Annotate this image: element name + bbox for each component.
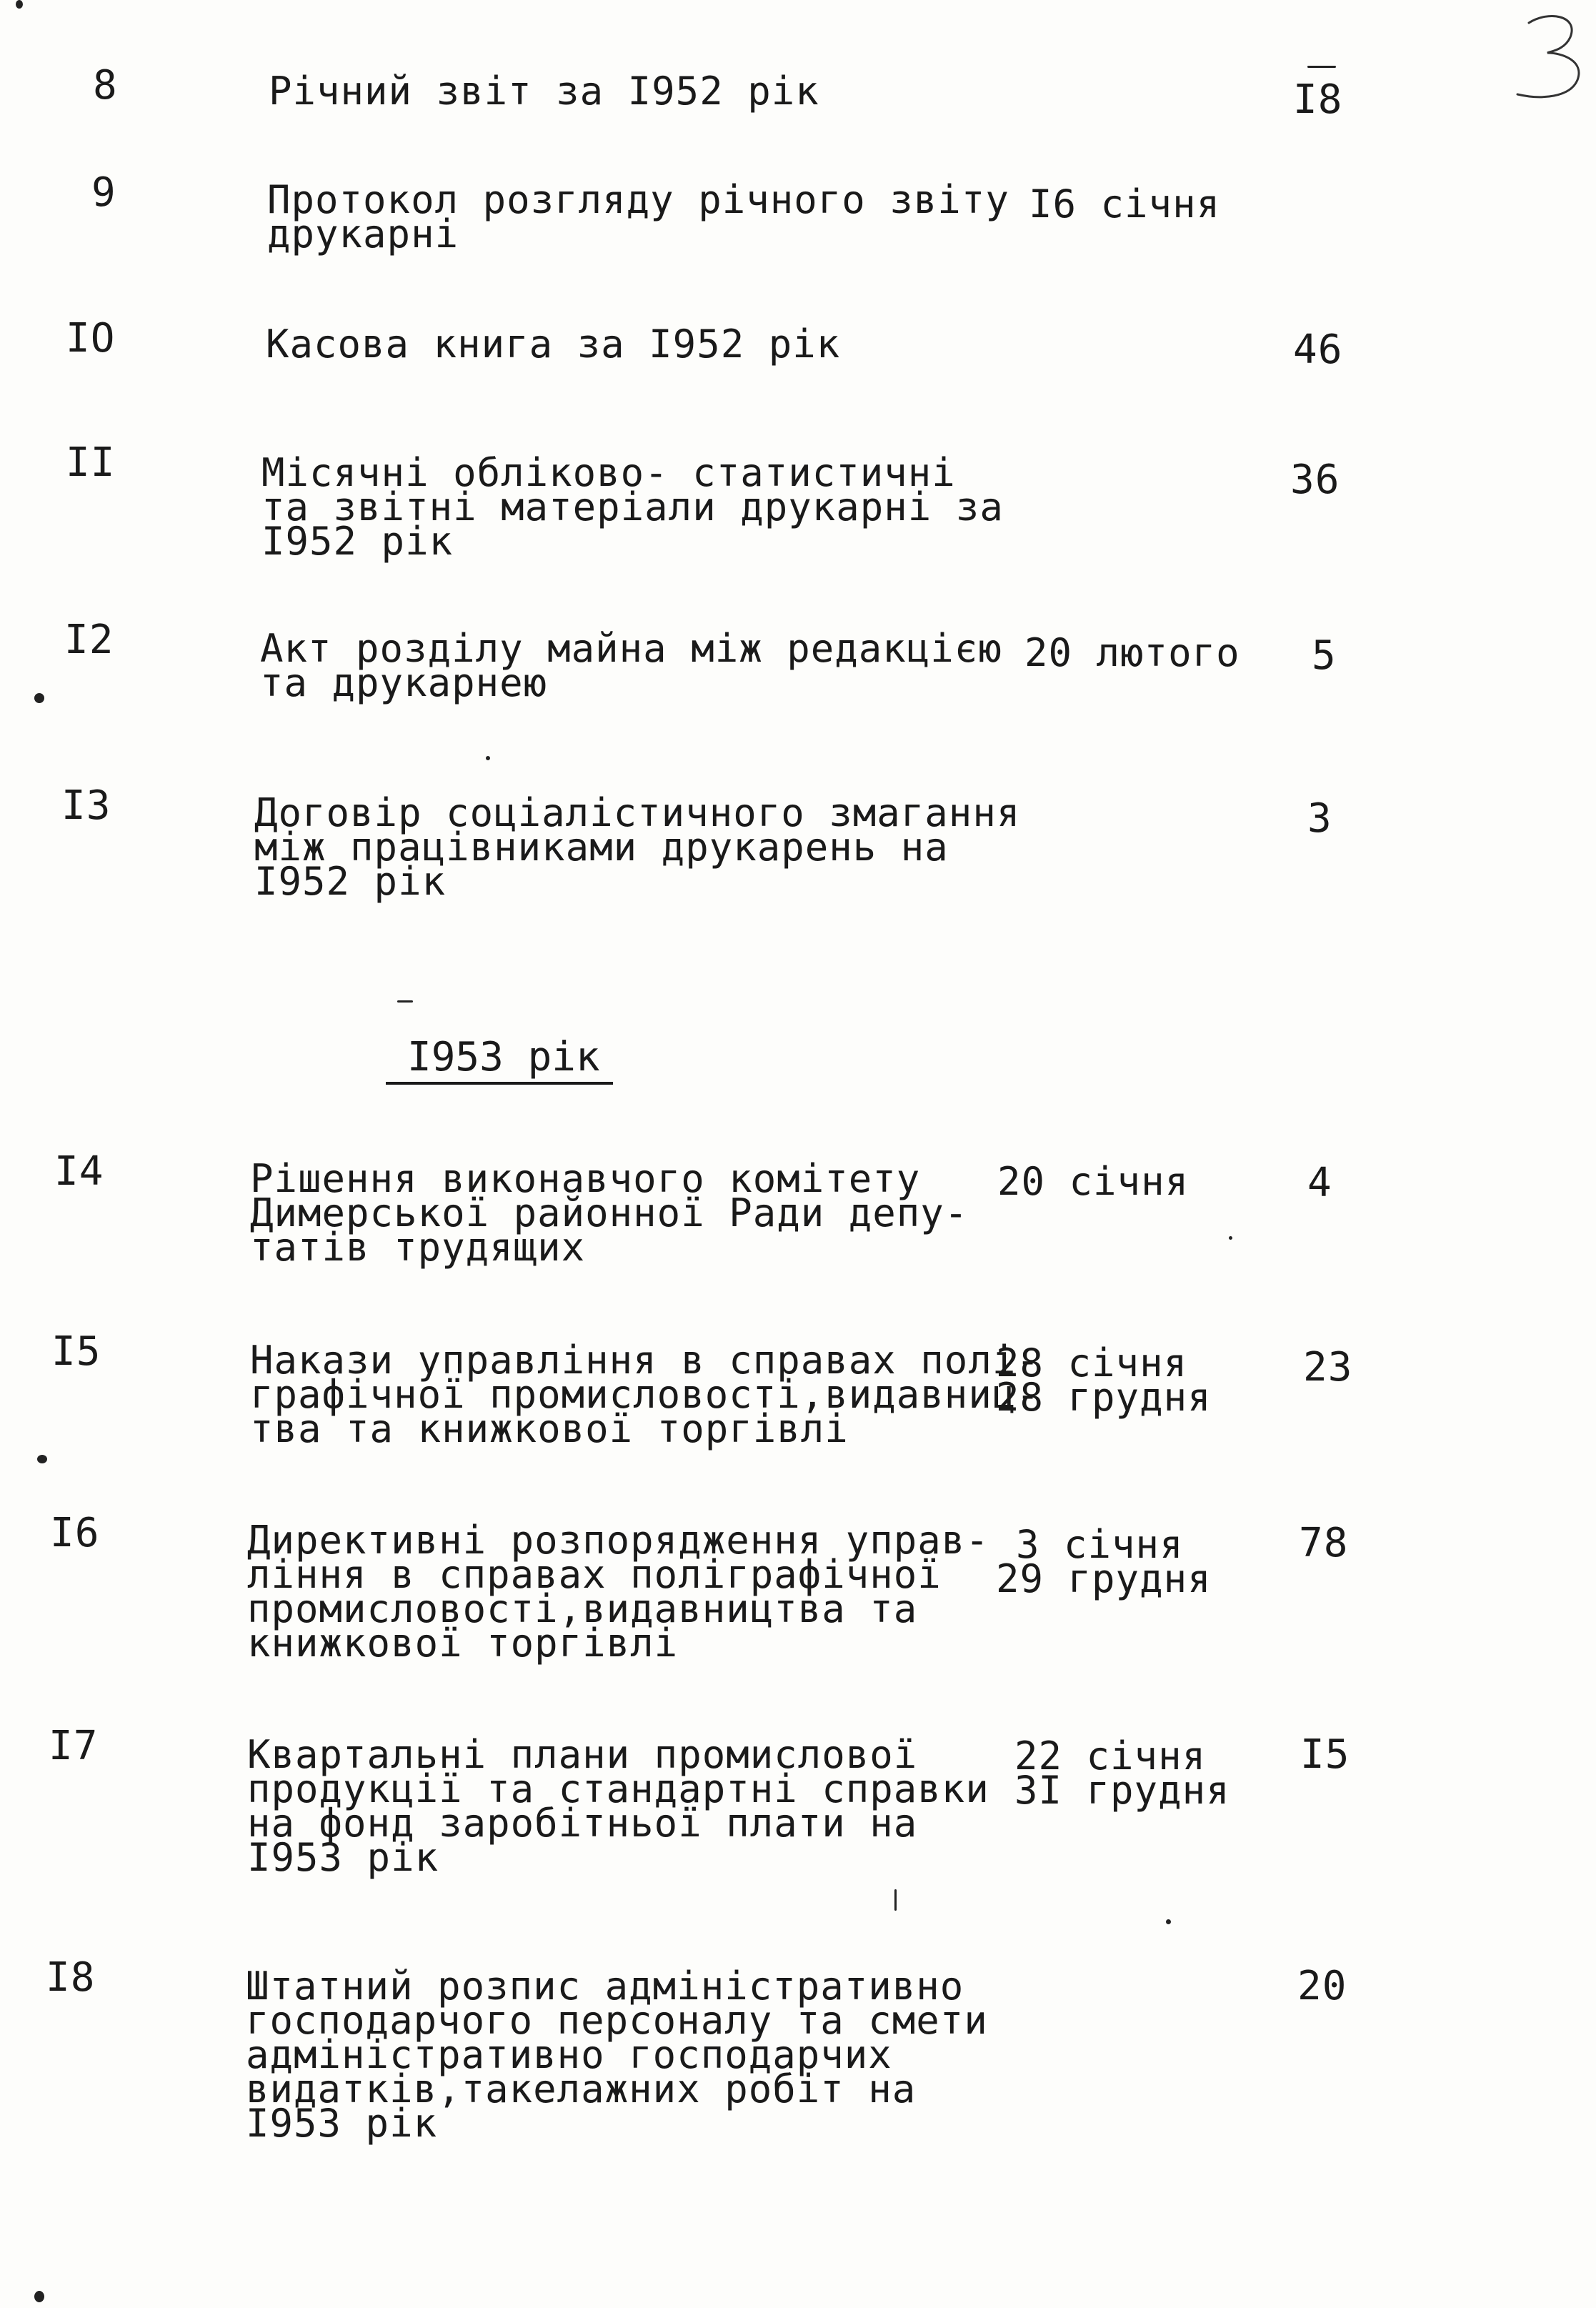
entry-sheets: 3 — [1307, 795, 1332, 842]
entry-title: Накази управління в справах полі- графічної промисловості,видавниц- тва та книжкової торгівлі — [250, 1338, 1040, 1451]
entry-sheets: I5 — [1300, 1731, 1350, 1778]
entry-number: I8 — [46, 1954, 96, 2001]
entry-number: 9 — [91, 169, 116, 216]
entry-dates: I6 січня — [1029, 181, 1221, 227]
entry-title: Акт розділу майна між редакцією та друкарнею — [260, 626, 1002, 705]
entry-number: 8 — [93, 62, 118, 109]
entry-dates: 20 лютого — [1024, 630, 1240, 675]
entry-sheets: 46 — [1293, 327, 1343, 373]
scan-speck — [486, 756, 490, 760]
entry-dates: 28 січня 28 грудня — [996, 1340, 1212, 1420]
entry-sheets: 20 — [1297, 1963, 1347, 2009]
scan-speck — [1166, 1919, 1171, 1924]
entry-sheets: 23 — [1303, 1344, 1353, 1391]
entry-dates: 22 січня 3I грудня — [1014, 1734, 1230, 1813]
entry-number: I5 — [51, 1328, 101, 1375]
entry-number: I2 — [64, 617, 114, 663]
entry-title: Рішення виконавчого комітету Димерської районної Ради депу- татів трудящих — [250, 1156, 969, 1270]
entry-title: Квартальні плани промислової продукції та стандартні справки на фонд заробітньої плати на I953 рік — [247, 1732, 989, 1880]
scan-speck — [37, 1455, 47, 1463]
entry-sheets: 5 — [1312, 632, 1337, 679]
scan-speck — [16, 0, 23, 9]
entry-number: I4 — [54, 1148, 104, 1195]
entry-number: I6 — [50, 1510, 100, 1556]
entry-title: Місячні обліково- статистичні та звітні матеріали друкарні за I952 рік — [261, 450, 1004, 564]
entry-dates: 3 січня 29 грудня — [996, 1522, 1212, 1601]
entry-title: Річний звіт за I952 рік — [269, 69, 819, 114]
entry-sheets: 78 — [1299, 1520, 1349, 1566]
scan-speck — [894, 1889, 897, 1911]
scan-speck — [397, 1000, 413, 1003]
entry-number: II — [66, 439, 116, 486]
entry-sheets: I8 — [1293, 76, 1343, 123]
entry-number: IO — [66, 315, 116, 362]
entry-number: I7 — [49, 1723, 99, 1769]
entry-title: Директивні розпорядження управ- ління в справах поліграфічної промисловості,видавництва та книжкової торгівлі — [247, 1518, 989, 1666]
entry-title: Протокол розгляду річного звіту друкарні — [267, 177, 1009, 257]
entry-dates: 20 січня — [997, 1159, 1189, 1204]
scan-speck — [34, 2291, 44, 2302]
entry-title: Договір соціалістичного змагання між працівниками друкарень на I952 рік — [254, 790, 1021, 904]
entry-title: Касова книга за I952 рік — [266, 322, 841, 367]
scan-speck — [34, 693, 44, 703]
entry-sheets: 36 — [1290, 457, 1340, 503]
scan-speck — [1229, 1236, 1232, 1240]
year-section-heading: I953 рік — [386, 1038, 613, 1085]
entry-sheets: 4 — [1307, 1160, 1332, 1206]
scan-speck — [1307, 66, 1336, 68]
entry-number: I3 — [61, 782, 111, 829]
folio-number-handwritten — [1513, 10, 1592, 103]
entry-title: Штатний розпис адміністративно господарчого персоналу та смети адміністративно господарчих видатків,такелажних робіт на I953 рік — [246, 1964, 988, 2146]
